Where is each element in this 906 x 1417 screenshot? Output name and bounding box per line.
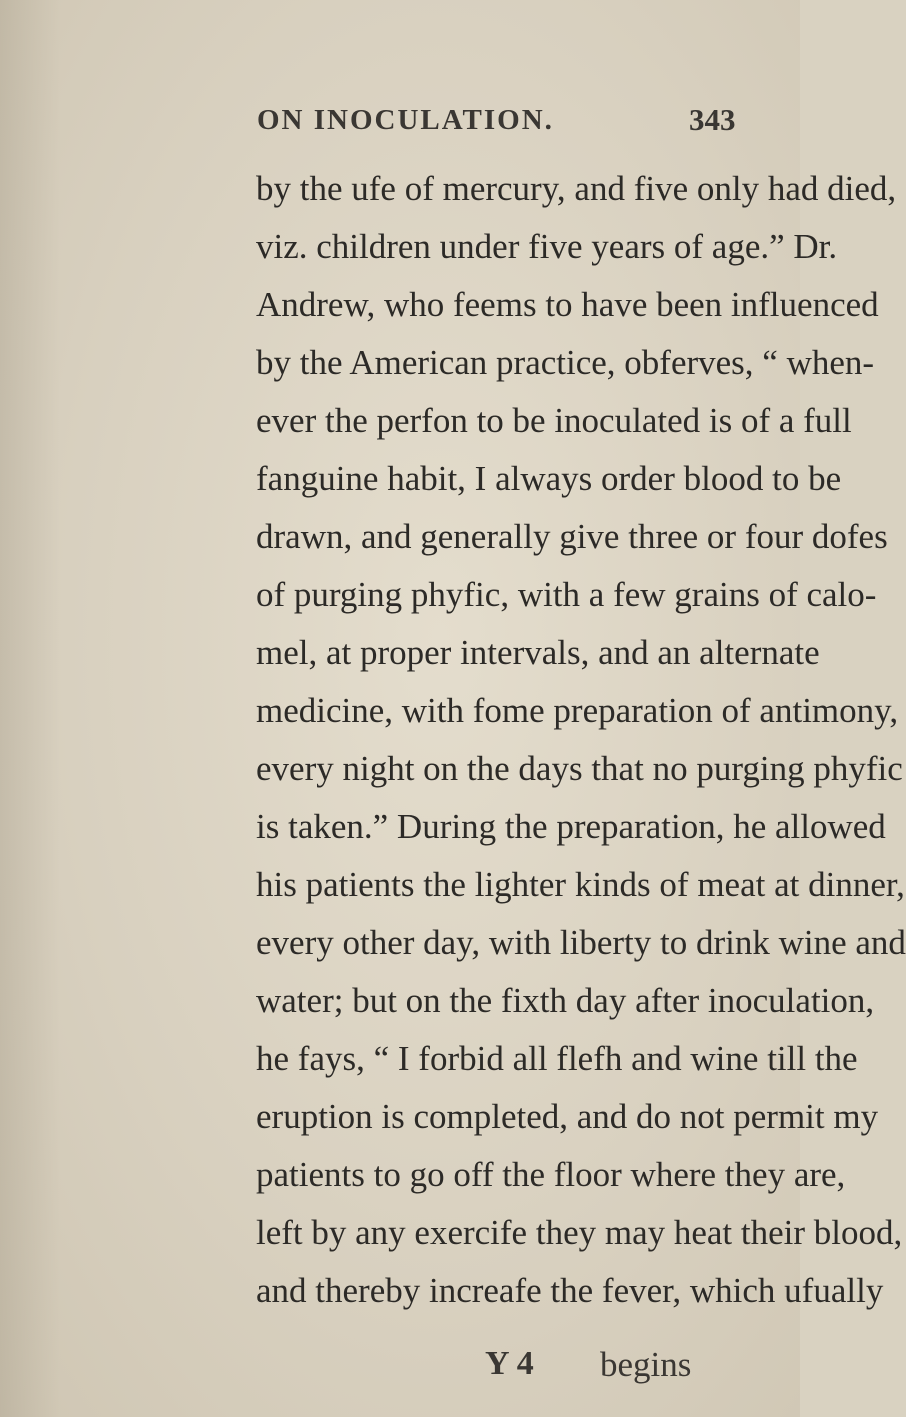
text-line: eruption is completed, and do not permit my: [256, 1097, 879, 1136]
text-line: water; but on the fixth day after inoculation,: [256, 981, 875, 1020]
text-line: fanguine habit, I always order blood to be: [256, 459, 842, 498]
text-line: every night on the days that no purging phyfic: [256, 749, 903, 788]
text-line: every other day, with liberty to drink wine and: [256, 923, 906, 962]
text-line: left by any exercife they may heat their blood,: [256, 1213, 903, 1252]
page-fold-shadow: [0, 0, 60, 1417]
text-line: is taken.” During the preparation, he allowed: [256, 807, 886, 846]
text-line: medicine, with fome preparation of antimony,: [256, 691, 899, 730]
text-line: viz. children under five years of age.” Dr.: [256, 227, 838, 266]
text-line: by the ufe of mercury, and five only had died,: [256, 169, 897, 208]
text-line: mel, at proper intervals, and an alternate: [256, 633, 820, 672]
catchword: begins: [600, 1345, 692, 1384]
page-footer: [0, 1345, 800, 1401]
text-line: he fays, “ I forbid all flefh and wine till the: [256, 1039, 858, 1078]
running-head-title: ON INOCULATION.: [257, 104, 554, 136]
text-line: and thereby increafe the fever, which ufually: [256, 1271, 884, 1310]
text-line: his patients the lighter kinds of meat at dinner,: [256, 865, 905, 904]
signature-mark: Y 4: [485, 1345, 534, 1382]
text-line: drawn, and generally give three or four dofes: [256, 517, 888, 556]
text-line: of purging phyfic, with a few grains of calo-: [256, 575, 877, 614]
running-head: [0, 104, 800, 154]
text-line: ever the perfon to be inoculated is of a full: [256, 401, 852, 440]
text-line: Andrew, who feems to have been influenced: [256, 285, 879, 324]
text-line: by the American practice, obferves, “ when-: [256, 343, 875, 382]
page-number: 343: [689, 102, 736, 137]
text-line: patients to go off the floor where they are,: [256, 1155, 846, 1194]
